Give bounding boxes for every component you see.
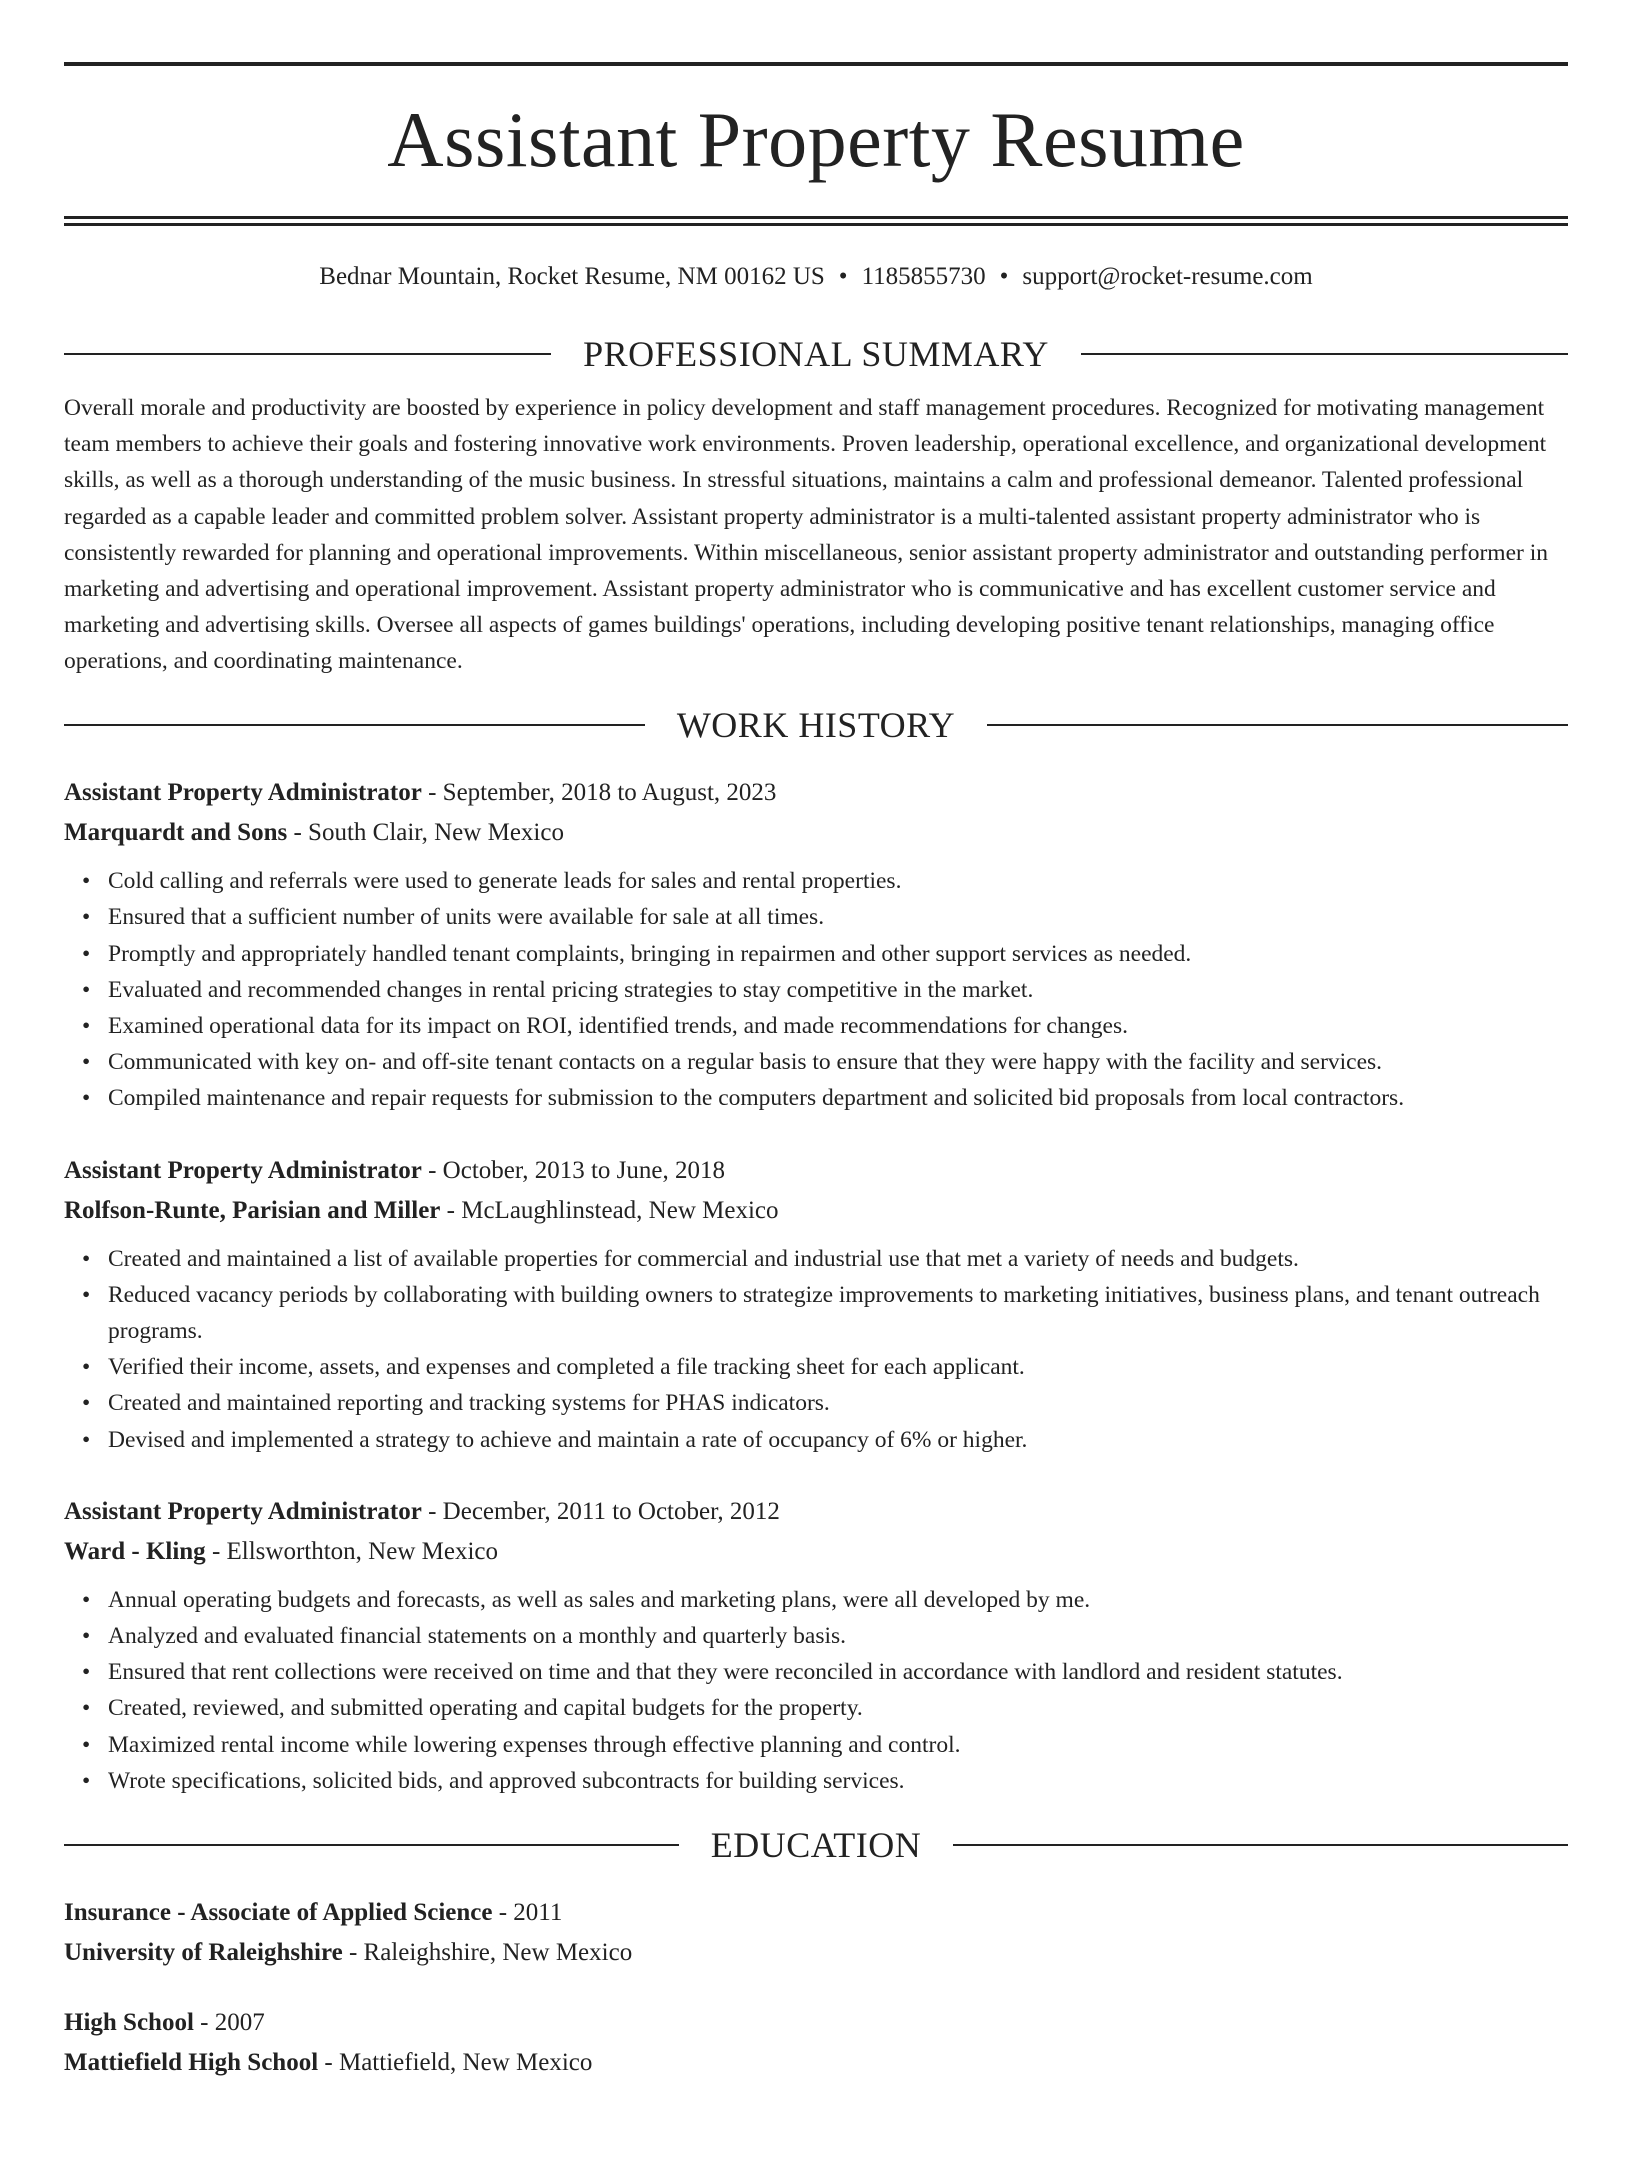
contact-phone: 1185855730 — [861, 263, 986, 290]
job-company-line — [64, 1191, 1568, 1231]
job-role-line — [64, 773, 1568, 813]
list-item — [82, 1349, 1568, 1385]
list-item — [82, 1277, 1568, 1349]
job-title: Assistant Property Administrator — [64, 1156, 422, 1184]
job-company-line — [64, 813, 1568, 853]
list-item — [82, 1008, 1568, 1044]
list-item — [82, 1690, 1568, 1726]
section-title: PROFESSIONAL SUMMARY — [583, 334, 1049, 374]
job-location: - South Clair, New Mexico — [287, 819, 564, 847]
contact-separator: • — [838, 263, 848, 290]
duty-text: Created and maintained a list of available properties for commercial and industrial use that met a variety of needs and budgets. — [108, 1245, 1299, 1272]
list-item — [82, 1582, 1568, 1618]
education-degree: High School — [64, 2008, 194, 2036]
job-entry — [64, 1151, 1568, 1458]
top-rule — [64, 62, 1568, 66]
section-title: WORK HISTORY — [676, 705, 956, 746]
job-entry — [64, 1492, 1568, 1799]
job-company: Marquardt and Sons — [64, 819, 288, 847]
duty-text: Ensured that a sufficient number of units were available for sale at all times. — [108, 904, 825, 931]
list-item — [82, 1241, 1568, 1277]
duty-text: Annual operating budgets and forecasts, as well as sales and marketing plans, were all developed by me. — [108, 1586, 1091, 1613]
bullet-icon: • — [82, 1245, 91, 1272]
duty-text: Analyzed and evaluated financial statements on a monthly and quarterly basis. — [108, 1622, 847, 1649]
list-item — [82, 936, 1568, 972]
job-role-line — [64, 1151, 1568, 1191]
job-duties-list — [64, 1582, 1568, 1799]
education-year: - 2007 — [193, 2008, 265, 2036]
heading-rule-left — [64, 1844, 679, 1846]
section-heading-education — [64, 1823, 1568, 1867]
list-item — [82, 1727, 1568, 1763]
duty-text: Communicated with key on- and off-site tenant contacts on a regular basis to ensure that they were happy with the facility and services. — [108, 1049, 1383, 1076]
job-entry — [64, 773, 1568, 1116]
education-degree-line — [64, 1893, 1568, 1933]
education-year: - 2011 — [492, 1898, 563, 1926]
bullet-icon: • — [82, 868, 91, 895]
duty-text: Compiled maintenance and repair requests for submission to the computers department and solicited bid proposals from local contractors. — [108, 1085, 1405, 1112]
bullet-icon: • — [82, 1390, 91, 1417]
bullet-icon: • — [82, 1426, 91, 1453]
bullet-icon: • — [82, 1085, 91, 1112]
job-title: Assistant Property Administrator — [64, 1497, 422, 1525]
contact-email: support@rocket-resume.com — [1022, 263, 1313, 290]
contact-line — [64, 260, 1568, 294]
duty-text: Cold calling and referrals were used to generate leads for sales and rental properties. — [108, 868, 902, 895]
job-dates: - September, 2018 to August, 2023 — [421, 779, 777, 807]
education-location: - Mattiefield, New Mexico — [318, 2048, 593, 2076]
section-heading-summary — [64, 332, 1568, 376]
work-history-list — [64, 773, 1568, 1799]
list-item — [82, 1654, 1568, 1690]
education-school-line — [64, 1933, 1568, 1973]
bullet-icon: • — [82, 1012, 91, 1039]
bullet-icon: • — [82, 1354, 91, 1381]
job-location: - McLaughlinstead, New Mexico — [440, 1196, 779, 1224]
list-item — [82, 972, 1568, 1008]
heading-rule-left — [64, 724, 645, 726]
bullet-icon: • — [82, 1049, 91, 1076]
education-degree-line — [64, 2003, 1568, 2043]
summary-text: Overall morale and productivity are boosted by experience in policy development and staff management procedures. Recognized for motivating management team members to achieve their goals and fostering innovative work environments. Proven leadership, operational excellence, and organizational development skills, as well as a thorough understanding of the music business. In stressful situations, maintains a calm and professional demeanor. Talented professional regarded as a capable leader and committed problem solver. Assistant property administrator is a multi-talented assistant property administrator who is consistently rewarded for planning and operational improvements. Within miscellaneous, senior assistant property administrator and outstanding performer in marketing and advertising and operational improvement. Assistant property administrator who is communicative and has excellent customer service and marketing and advertising skills. Oversee all aspects of games buildings' operations, including developing positive tenant relationships, managing office operations, and coordinating maintenance. — [64, 395, 1548, 675]
duty-text: Wrote specifications, solicited bids, and approved subcontracts for building services. — [108, 1767, 905, 1794]
job-company: Rolfson-Runte, Parisian and Miller — [64, 1196, 441, 1224]
job-title: Assistant Property Administrator — [64, 779, 422, 807]
bullet-icon: • — [82, 976, 91, 1003]
list-item — [82, 1385, 1568, 1421]
duty-text: Promptly and appropriately handled tenant complaints, bringing in repairmen and other support services as needed. — [108, 940, 1192, 967]
job-duties-list — [64, 863, 1568, 1116]
duty-text: Created, reviewed, and submitted operating and capital budgets for the property. — [108, 1695, 863, 1722]
bullet-icon: • — [82, 904, 91, 931]
contact-separator: • — [999, 263, 1009, 290]
job-location: - Ellsworthton, New Mexico — [205, 1537, 498, 1565]
job-role-line — [64, 1492, 1568, 1532]
contact-address: Bednar Mountain, Rocket Resume, NM 00162 US — [319, 263, 825, 290]
education-school-line — [64, 2043, 1568, 2083]
education-entry — [64, 2003, 1568, 2083]
bullet-icon: • — [82, 1659, 91, 1686]
title-double-rule — [64, 216, 1568, 226]
bullet-icon: • — [82, 1586, 91, 1613]
duty-text: Examined operational data for its impact on ROI, identified trends, and made recommendations for changes. — [108, 1012, 1128, 1039]
bullet-icon: • — [82, 1695, 91, 1722]
job-dates: - December, 2011 to October, 2012 — [421, 1497, 780, 1525]
heading-rule-right — [987, 724, 1568, 726]
bullet-icon: • — [82, 1281, 91, 1308]
section-title: EDUCATION — [710, 1824, 922, 1865]
education-degree: Insurance - Associate of Applied Science — [64, 1898, 493, 1926]
education-location: - Raleighshire, New Mexico — [342, 1938, 633, 1966]
list-item — [82, 1080, 1568, 1116]
resume-page — [0, 62, 1632, 2174]
list-item — [82, 863, 1568, 899]
heading-rule-left — [64, 353, 551, 355]
list-item — [82, 1044, 1568, 1080]
bullet-icon: • — [82, 1731, 91, 1758]
duty-text: Created and maintained reporting and tracking systems for PHAS indicators. — [108, 1390, 830, 1417]
bullet-icon: • — [82, 1622, 91, 1649]
list-item — [82, 1422, 1568, 1458]
education-entry — [64, 1893, 1568, 1973]
list-item — [82, 1763, 1568, 1799]
job-company-line — [64, 1532, 1568, 1572]
bullet-icon: • — [82, 1767, 91, 1794]
education-school: University of Raleighshire — [64, 1938, 343, 1966]
duty-text: Ensured that rent collections were received on time and that they were reconciled in accordance with landlord and resident statutes. — [108, 1659, 1343, 1686]
section-heading-work-history — [64, 703, 1568, 747]
duty-text: Evaluated and recommended changes in rental pricing strategies to stay competitive in the market. — [108, 976, 1034, 1003]
heading-rule-right — [953, 1844, 1568, 1846]
duty-text: Maximized rental income while lowering expenses through effective planning and control. — [108, 1731, 961, 1758]
education-school: Mattiefield High School — [64, 2048, 319, 2076]
job-dates: - October, 2013 to June, 2018 — [421, 1156, 725, 1184]
list-item — [82, 1618, 1568, 1654]
bullet-icon: • — [82, 940, 91, 967]
job-company: Ward - Kling — [64, 1537, 206, 1565]
heading-rule-right — [1081, 353, 1568, 355]
duty-text: Devised and implemented a strategy to achieve and maintain a rate of occupancy of 6% or higher. — [108, 1426, 1028, 1453]
list-item — [82, 899, 1568, 935]
duty-text: Reduced vacancy periods by collaborating with building owners to strategize improvements to marketing initiatives, business plans, and tenant outreach programs. — [108, 1281, 1540, 1344]
duty-text: Verified their income, assets, and expenses and completed a file tracking sheet for each applicant. — [108, 1354, 1025, 1381]
job-duties-list — [64, 1241, 1568, 1458]
resume-title: Assistant Property Resume — [387, 96, 1245, 183]
education-list — [64, 1893, 1568, 2083]
